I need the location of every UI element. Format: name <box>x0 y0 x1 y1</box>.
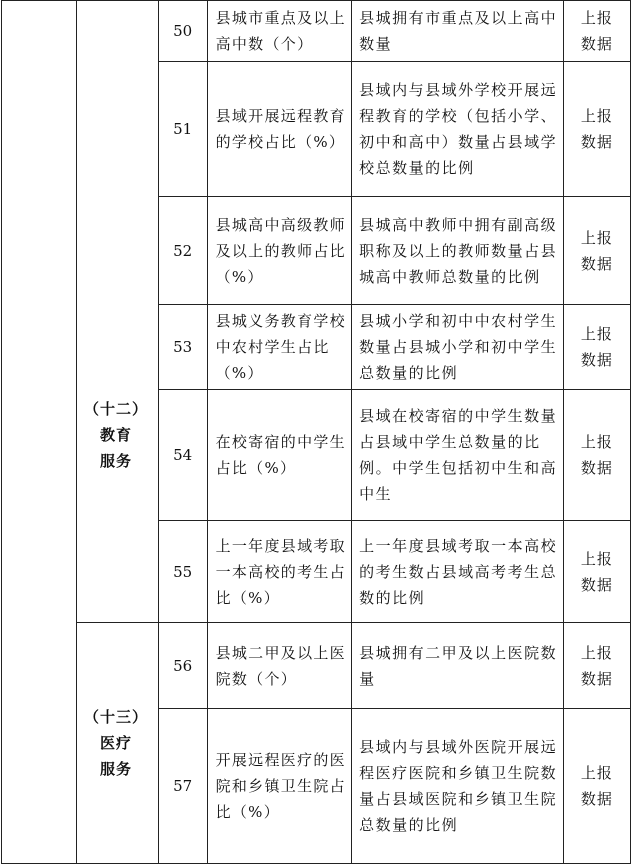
indicator-name <box>207 1 352 62</box>
indicator-name <box>207 521 352 623</box>
indicator-definition <box>352 62 564 197</box>
source-line: 上报 <box>580 107 613 125</box>
source-line: 上报 <box>580 9 613 27</box>
source-line: 数据 <box>580 35 613 53</box>
definition-text: 县城拥有市重点及以上高中数量 <box>359 9 558 53</box>
category-name-line: 服务 <box>99 452 132 470</box>
indicator-text: 县域开展远程教育的学校占比（%） <box>215 107 346 151</box>
data-source <box>563 521 630 623</box>
indicator-name <box>207 709 352 864</box>
indicator-name <box>207 62 352 197</box>
source-line: 上报 <box>580 325 613 343</box>
row-number: 54 <box>158 390 207 521</box>
indicator-definition <box>352 197 564 305</box>
source-line: 上报 <box>580 549 613 568</box>
indicator-definition <box>352 623 564 709</box>
source-line: 数据 <box>580 133 613 151</box>
row-number: 57 <box>158 709 207 864</box>
data-source <box>563 390 630 521</box>
indicator-text: 县城二甲及以上医院数（个） <box>215 643 346 688</box>
category-cell <box>77 1 158 623</box>
source-line: 上报 <box>580 228 613 247</box>
data-source <box>563 62 630 197</box>
definition-text: 县域内与县域外学校开展远程教育的学校（包括小学、初中和高中）数量占县域学校总数量的比例 <box>359 81 558 177</box>
source-line: 上报 <box>580 764 613 782</box>
row-number: 51 <box>158 62 207 197</box>
indicator-name <box>207 390 352 521</box>
definition-text: 县城小学和初中中农村学生数量占县城小学和初中学生总数量的比例 <box>359 312 558 382</box>
indicator-text: 县城市重点及以上高中数（个） <box>215 9 346 53</box>
source-line: 上报 <box>580 643 613 662</box>
category-number: （十二） <box>83 400 148 418</box>
indicator-text: 县城义务教育学校中农村学生占比（%） <box>215 312 346 382</box>
definition-text: 县城拥有二甲及以上医院数量 <box>359 643 558 688</box>
category-number: （十三） <box>83 708 148 726</box>
source-line: 数据 <box>580 254 613 273</box>
source-line: 上报 <box>580 433 613 451</box>
category-label-education <box>76 396 156 474</box>
data-source <box>563 1 630 62</box>
indicator-text: 上一年度县域考取一本高校的考生占比（%） <box>215 536 346 607</box>
data-source <box>563 305 630 390</box>
indicator-text: 开展远程医疗的医院和乡镇卫生院占比（%） <box>215 751 346 821</box>
indicator-text: 在校寄宿的中学生占比（%） <box>215 433 346 477</box>
data-source <box>563 709 630 864</box>
source-line: 数据 <box>580 575 613 594</box>
table-row <box>2 623 631 709</box>
category-name-line: 教育 <box>99 426 132 444</box>
row-number: 55 <box>158 521 207 623</box>
indicator-definition <box>352 709 564 864</box>
source-line: 数据 <box>580 790 613 808</box>
source-line: 数据 <box>580 669 613 688</box>
data-source <box>563 623 630 709</box>
category-name-line: 医疗 <box>99 734 132 752</box>
indicator-text: 县城高中高级教师及以上的教师占比（%） <box>215 215 346 286</box>
definition-text: 县域内与县域外医院开展远程医疗医院和乡镇卫生院数量占县域医院和乡镇卫生院总数量的比例 <box>359 738 558 834</box>
indicator-definition <box>352 390 564 521</box>
definition-text: 上一年度县域考取一本高校的考生数占县域高考考生总数的比例 <box>359 536 558 607</box>
data-source <box>563 197 630 305</box>
row-number: 52 <box>158 197 207 305</box>
row-number: 56 <box>158 623 207 709</box>
definition-text: 县城高中教师中拥有副高级职称及以上的教师数量占县城高中教师总数量的比例 <box>359 215 558 286</box>
indicator-definition <box>352 1 564 62</box>
indicator-name <box>207 197 352 305</box>
blank-column <box>2 1 77 864</box>
definition-text: 县域在校寄宿的中学生数量占县域中学生总数量的比例。中学生包括初中生和高中生 <box>359 407 558 503</box>
indicator-name <box>207 305 352 390</box>
indicator-definition <box>352 305 564 390</box>
source-line: 数据 <box>580 351 613 369</box>
category-name-line: 服务 <box>99 760 132 778</box>
table-row <box>2 1 631 62</box>
indicator-name <box>207 623 352 709</box>
indicator-definition <box>352 521 564 623</box>
row-number: 50 <box>158 1 207 62</box>
row-number: 53 <box>158 305 207 390</box>
source-line: 数据 <box>580 459 613 477</box>
category-label-medical <box>76 704 156 782</box>
